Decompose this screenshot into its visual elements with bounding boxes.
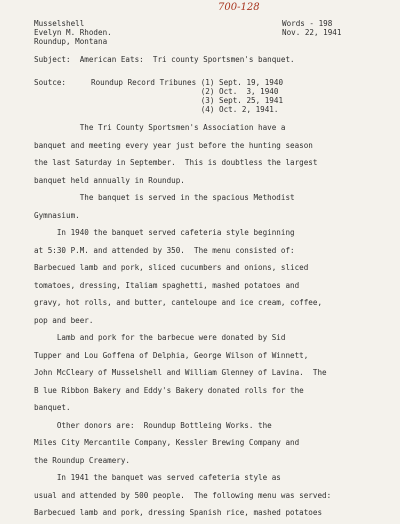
paragraph xyxy=(34,119,374,189)
paragraph xyxy=(34,469,374,522)
location-line: Roundup, Montana xyxy=(34,37,108,46)
text-line: the Roundup Creamery. xyxy=(34,455,131,465)
text-line: In 1940 the banquet served cafeteria style beginning xyxy=(34,228,295,237)
text-line: tomatoes, dressing, Italiam spaghetti, mashed potatoes and xyxy=(34,280,300,290)
paragraph xyxy=(34,417,374,470)
text-line: pop and beer. xyxy=(34,315,94,325)
author-block xyxy=(34,19,112,46)
text-line: gravy, hot rolls, and butter, canteloupe and ice cream, coffee, xyxy=(34,298,323,307)
word-count: Words - 198 xyxy=(282,19,333,28)
text-line: Barbecued lamb and pork, dressing Spanish rice, mashed potatoes xyxy=(34,508,323,517)
source-item: Roundup Record Tribunes (1) Sept. 19, 1940 xyxy=(91,78,284,87)
text-line: Miles City Mercantile Company, Kessler Brewing Company and xyxy=(34,438,300,447)
sources-list xyxy=(91,78,321,114)
text-line: Tupper and Lou Goffena of Delphia, George Wilson of Winnett, xyxy=(34,350,309,360)
paragraph xyxy=(34,224,374,329)
text-line: In 1941 the banquet was served cafeteria style as xyxy=(34,473,281,482)
date-line: Nov. 22, 1941 xyxy=(282,28,342,37)
text-line: The banquet is served in the spacious Methodist xyxy=(34,193,295,202)
paragraph xyxy=(34,329,374,417)
text-line: banquet held annually in Roundup. xyxy=(34,175,185,185)
meta-block xyxy=(282,19,341,37)
text-line: the last Saturday in September. This is doubtless the largest xyxy=(34,158,318,167)
text-line: Lamb and pork for the barbecue were donated by Sid xyxy=(34,333,286,342)
text-line: banquet. xyxy=(34,403,71,412)
source-item: (3) Sept. 25, 1941 xyxy=(91,96,284,105)
text-line: Barbecued lamb and pork, sliced cucumbers and onions, sliced xyxy=(34,263,309,272)
source-item: (2) Oct. 3, 1940 xyxy=(91,87,279,96)
subject-line: Subject: American Eats: Tri county Sportsmen's banquet. xyxy=(34,55,295,64)
text-line: Gymnasium. xyxy=(34,210,80,220)
body-text xyxy=(34,119,374,522)
text-line: banquet and meeting every year just before the hunting season xyxy=(34,140,313,150)
text-line: usual and attended by 500 people. The following menu was served: xyxy=(34,490,332,500)
text-line: Other donors are: Roundup Bottleing Works. the xyxy=(34,420,272,430)
author-line: Evelyn M. Rhoden. xyxy=(34,28,112,37)
paragraph xyxy=(34,189,374,224)
text-line: John McCleary of Musselshell and William Glenney of Lavina. The xyxy=(34,368,327,377)
handwritten-note: 700-128 xyxy=(218,2,260,13)
text-line: at 5:30 P.M. and attended by 350. The menu consisted of: xyxy=(34,245,295,255)
sources-label: Soutce: xyxy=(34,78,67,87)
county-line: Musselshell xyxy=(34,19,85,28)
text-line: The Tri County Sportsmen's Association have a xyxy=(34,123,286,132)
source-item: (4) Oct. 2, 1941. xyxy=(91,105,279,114)
text-line: B lue Ribbon Bakery and Eddy's Bakery donated rolls for the xyxy=(34,385,304,395)
